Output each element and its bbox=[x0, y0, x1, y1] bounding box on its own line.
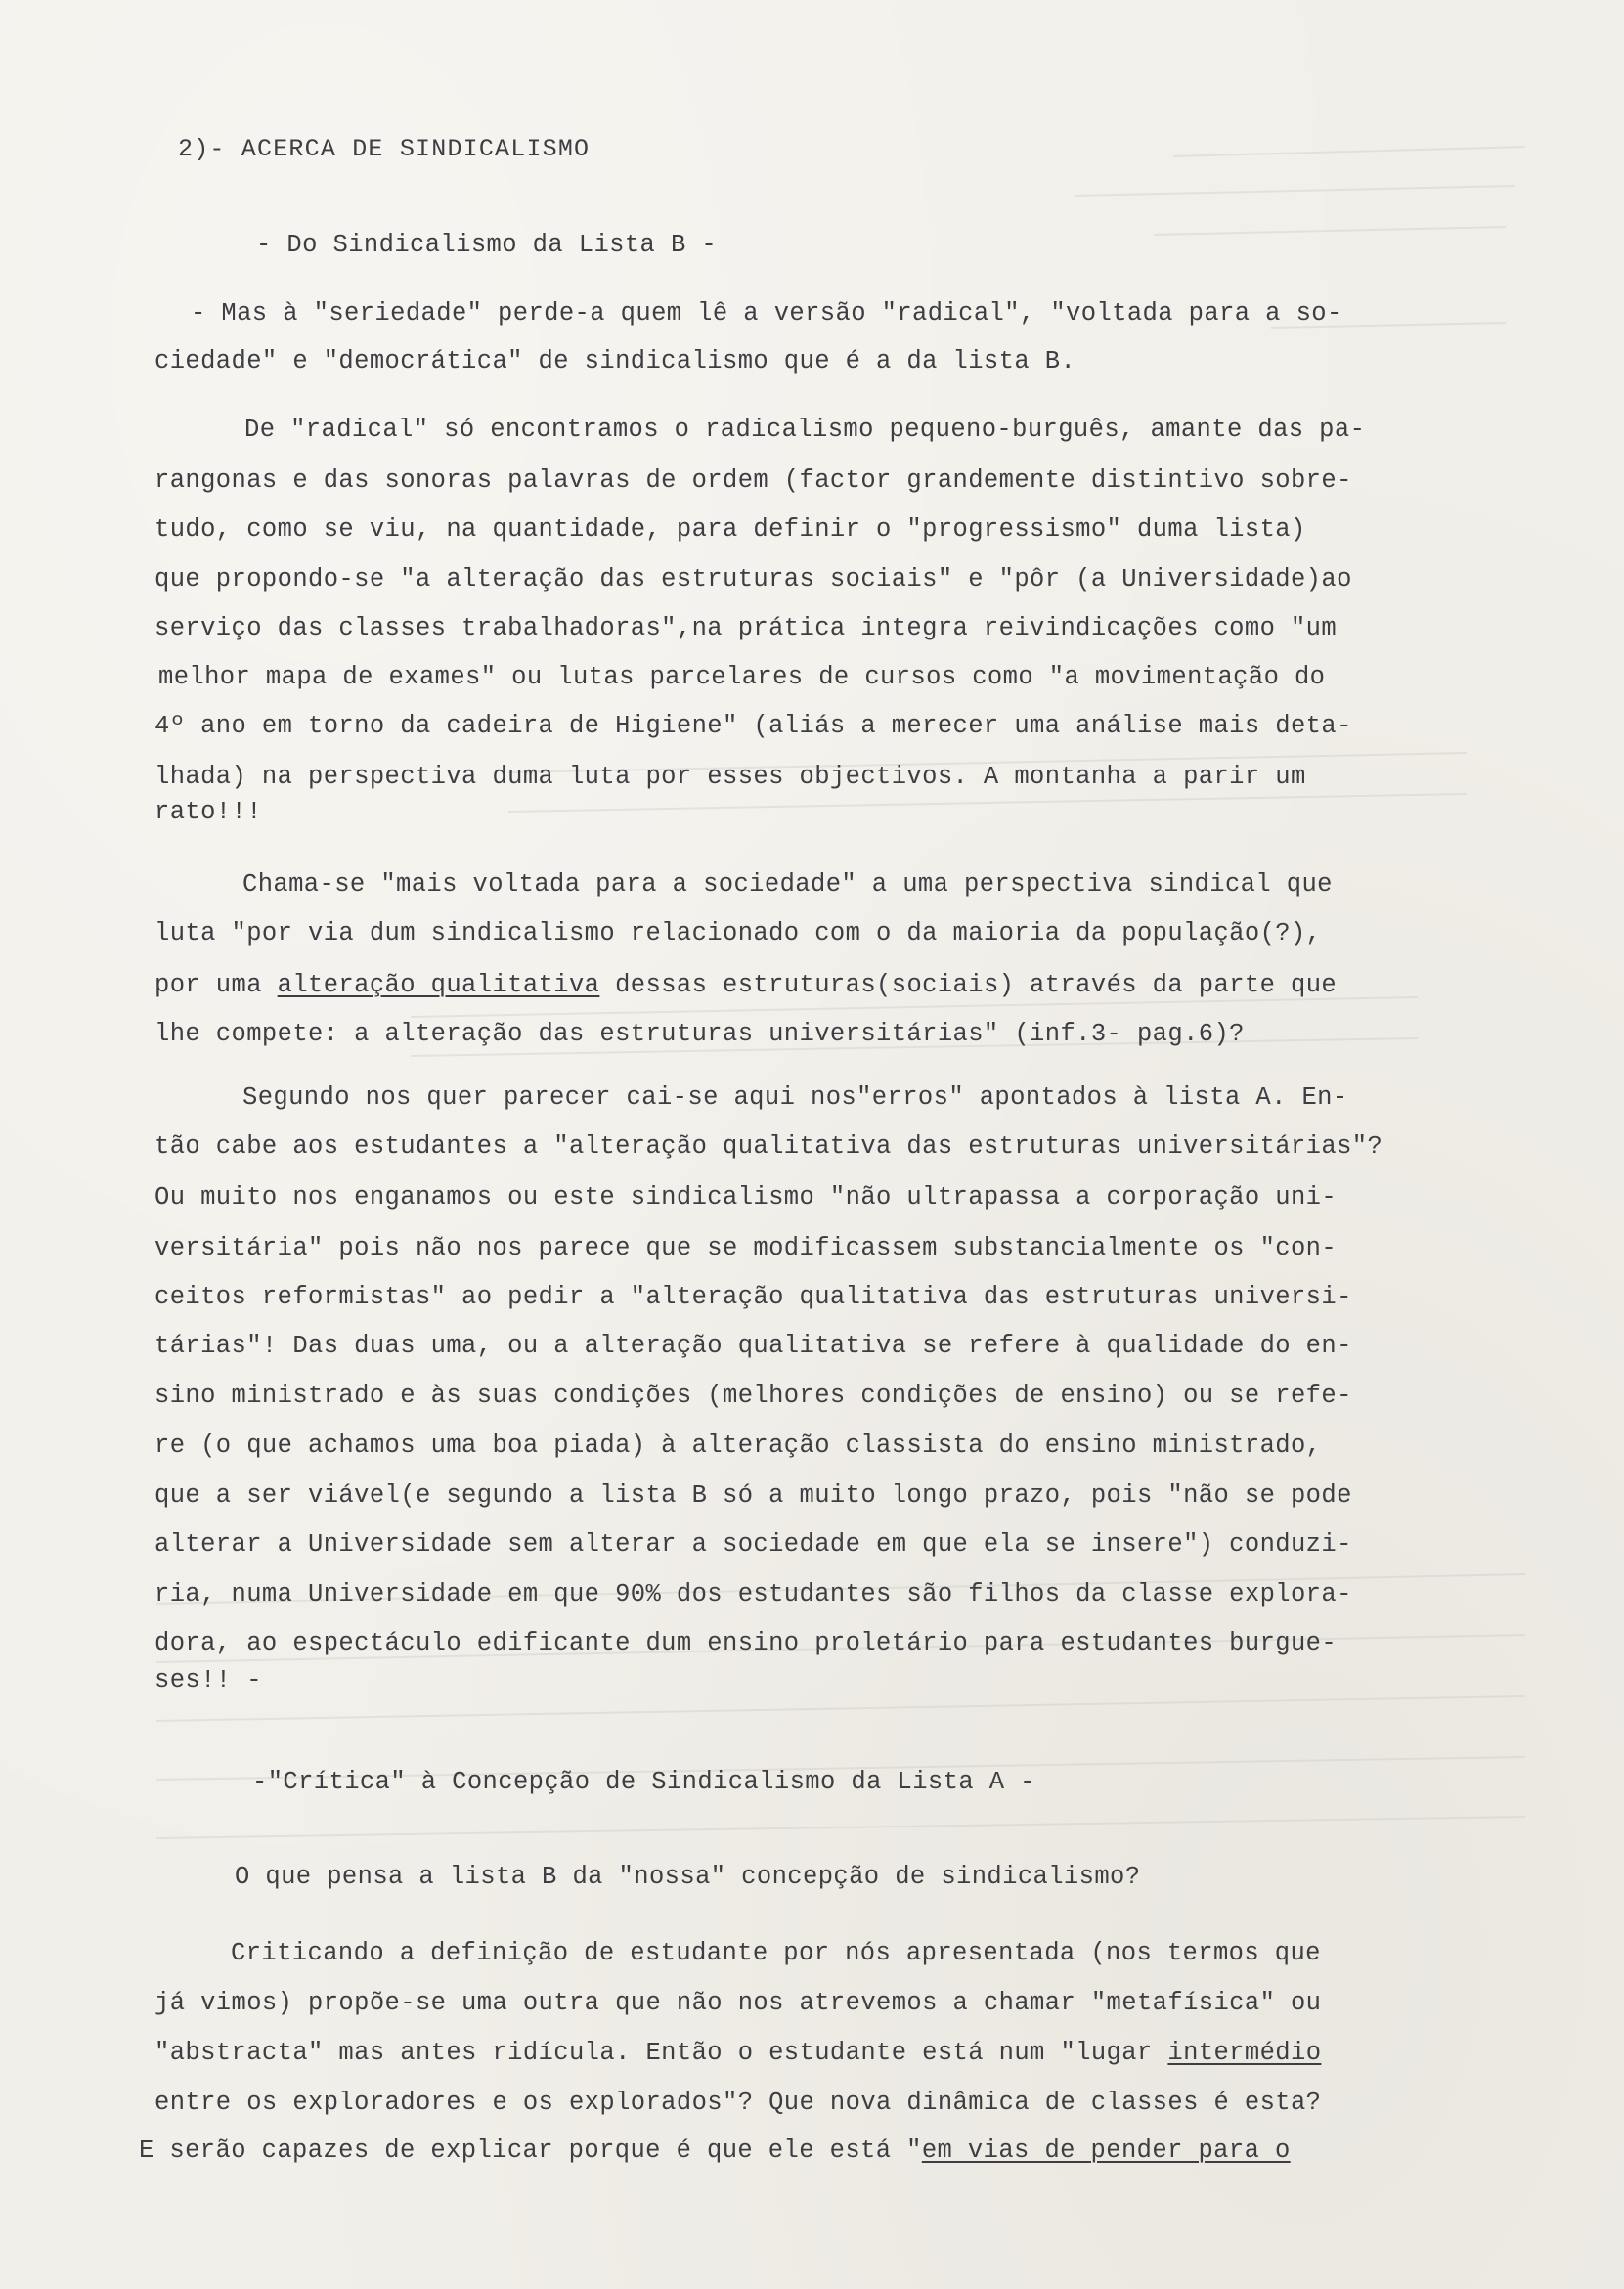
paragraph-4-line: re (o que achamos uma boa piada) à alteração classista do ensino ministrado, bbox=[154, 1431, 1322, 1460]
paragraph-3-text: por uma bbox=[154, 971, 278, 999]
paragraph-6-line: entre os exploradores e os explorados"? Que nova dinâmica de classes é esta? bbox=[154, 2089, 1322, 2117]
paragraph-1-line: - Mas à "seriedade" perde-a quem lê a versão "radical", "voltada para a so- bbox=[191, 299, 1342, 328]
paragraph-2-line: rangonas e das sonoras palavras de ordem (factor grandemente distintivo sobre- bbox=[154, 466, 1352, 495]
underlined-phrase: em vias de pender para o bbox=[921, 2136, 1291, 2165]
paragraph-6-text: "abstracta" mas antes ridícula. Então o estudante está num "lugar bbox=[154, 2039, 1168, 2067]
paragraph-1-line: ciedade" e "democrática" de sindicalismo que é a da lista B. bbox=[154, 347, 1076, 375]
paragraph-4-line: sino ministrado e às suas condições (melhores condições de ensino) ou se refe- bbox=[154, 1382, 1352, 1410]
underlined-phrase: intermédio bbox=[1167, 2039, 1322, 2067]
paragraph-6-text: E serão capazes de explicar porque é que ele está " bbox=[139, 2136, 922, 2165]
paragraph-6-line bbox=[154, 2039, 1321, 2068]
paragraph-4-line: tão cabe aos estudantes a "alteração qualitativa das estruturas universitárias"? bbox=[154, 1132, 1383, 1161]
paragraph-4-line: ses!! - bbox=[154, 1666, 262, 1695]
paragraph-2-line: melhor mapa de exames" ou lutas parcelares de cursos como "a movimentação do bbox=[158, 663, 1326, 691]
paragraph-4-line: Segundo nos quer parecer cai-se aqui nos"erros" apontados à lista A. En- bbox=[242, 1083, 1348, 1112]
paragraph-6-line: já vimos) propõe-se uma outra que não nos atrevemos a chamar "metafísica" ou bbox=[154, 1989, 1322, 2017]
paragraph-2-line: serviço das classes trabalhadoras",na prática integra reivindicações como "um bbox=[154, 614, 1338, 642]
paragraph-6-line: Criticando a definição de estudante por nós apresentada (nos termos que bbox=[231, 1939, 1321, 1967]
paragraph-4-line: tárias"! Das duas uma, ou a alteração qualitativa se refere à qualidade do en- bbox=[154, 1332, 1352, 1360]
paragraph-2-line: De "radical" só encontramos o radicalismo pequeno-burguês, amante das pa- bbox=[244, 416, 1366, 444]
paragraph-4-line: alterar a Universidade sem alterar a sociedade em que ela se insere") conduzi- bbox=[154, 1530, 1352, 1559]
paragraph-3-line: Chama-se "mais voltada para a sociedade" a uma perspectiva sindical que bbox=[242, 870, 1333, 899]
paragraph-6-line bbox=[139, 2136, 1291, 2166]
paragraph-4-line: dora, ao espectáculo edificante dum ensino proletário para estudantes burgue- bbox=[154, 1629, 1338, 1657]
paragraph-5-line: O que pensa a lista B da "nossa" concepção de sindicalismo? bbox=[235, 1863, 1141, 1891]
paragraph-4-line: ceitos reformistas" ao pedir a "alteração qualitativa das estruturas universi- bbox=[154, 1283, 1352, 1311]
subheading-lista-b: - Do Sindicalismo da Lista B - bbox=[256, 231, 718, 259]
subheading-critica-lista-a: -"Crítica" à Concepção de Sindicalismo da Lista A - bbox=[252, 1768, 1035, 1796]
section-heading: 2)- ACERCA DE SINDICALISMO bbox=[178, 135, 591, 163]
paragraph-2-line: 4º ano em torno da cadeira de Higiene" (aliás a merecer uma análise mais deta- bbox=[154, 712, 1352, 740]
paragraph-4-line: versitária" pois não nos parece que se modificassem substancialmente os "con- bbox=[154, 1234, 1338, 1262]
paragraph-4-line: Ou muito nos enganamos ou este sindicalismo "não ultrapassa a corporação uni- bbox=[154, 1183, 1338, 1211]
paragraph-3-line: lhe compete: a alteração das estruturas universitárias" (inf.3- pag.6)? bbox=[154, 1020, 1245, 1048]
paragraph-2-line: que propondo-se "a alteração das estruturas sociais" e "pôr (a Universidade)ao bbox=[154, 565, 1352, 594]
paragraph-4-line: que a ser viável(e segundo a lista B só a muito longo prazo, pois "não se pode bbox=[154, 1481, 1352, 1510]
paragraph-3-text: dessas estruturas(sociais) através da parte que bbox=[599, 971, 1338, 999]
paragraph-3-line bbox=[154, 971, 1337, 1000]
paragraph-2-line: rato!!! bbox=[154, 798, 262, 826]
paragraph-4-line: ria, numa Universidade em que 90% dos estudantes são filhos da classe explora- bbox=[154, 1580, 1352, 1608]
paragraph-3-line: luta "por via dum sindicalismo relacionado com o da maioria da população(?), bbox=[154, 919, 1322, 947]
paragraph-2-line: tudo, como se viu, na quantidade, para definir o "progressismo" duma lista) bbox=[154, 515, 1306, 544]
underlined-phrase: alteração qualitativa bbox=[277, 971, 600, 999]
paragraph-2-line: lhada) na perspectiva duma luta por esses objectivos. A montanha a parir um bbox=[154, 763, 1306, 791]
